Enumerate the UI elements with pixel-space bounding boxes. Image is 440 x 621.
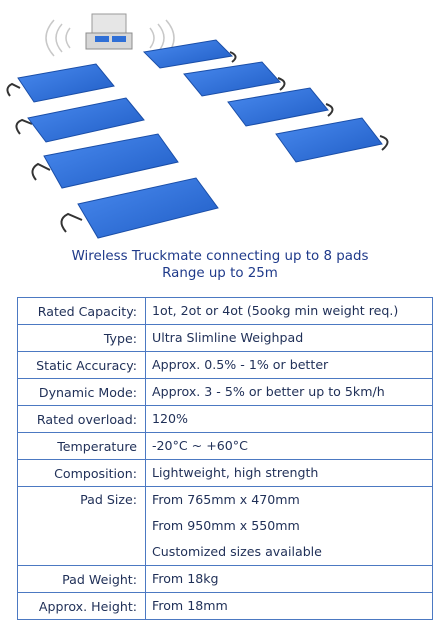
product-illustration: [0, 0, 440, 240]
weighpad-left-2: [16, 98, 144, 142]
spec-value: [146, 566, 433, 593]
spec-value: [146, 406, 433, 433]
weighpad-left-3: [32, 134, 178, 188]
spec-value: [146, 352, 433, 379]
caption-line-1: Wireless Truckmate connecting up to 8 pads: [71, 249, 369, 264]
spec-label: Dynamic Mode:: [18, 379, 146, 406]
spec-row: [18, 593, 433, 620]
spec-value: [146, 460, 433, 487]
spec-row: [18, 325, 433, 352]
spec-value: [146, 325, 433, 352]
spec-value-line: 1ot, 2ot or 4ot (5ookg min weight req.): [152, 303, 399, 318]
spec-value: [146, 433, 433, 460]
spec-value: [146, 487, 433, 566]
weighpad-right-2: [184, 62, 285, 96]
spec-value-line: -20°C ~ +60°C: [152, 438, 248, 453]
weighpad-right-4: [276, 118, 388, 162]
spec-row: [18, 433, 433, 460]
spec-row: [18, 487, 433, 566]
spec-row: [18, 566, 433, 593]
spec-label: Pad Size:: [18, 487, 146, 566]
spec-label: Temperature: [18, 433, 146, 460]
control-case-icon: [86, 14, 132, 49]
caption-line-2: Range up to 25m: [162, 266, 278, 281]
spec-value-line: 120%: [152, 411, 189, 426]
spec-label: Composition:: [18, 460, 146, 487]
spec-label: Approx. Height:: [18, 593, 146, 620]
image-caption: [0, 248, 440, 282]
spec-row: [18, 406, 433, 433]
spec-value-line: Approx. 3 - 5% or better up to 5km/h: [152, 384, 385, 399]
weighpad-right-3: [228, 88, 333, 126]
spec-value-line: From 950mm x 550mm: [152, 518, 300, 533]
spec-value: [146, 593, 433, 620]
weighpad-right-1: [144, 40, 236, 68]
spec-label: Rated Capacity:: [18, 298, 146, 325]
spec-value-line: Customized sizes available: [152, 544, 322, 559]
spec-value: [146, 298, 433, 325]
spec-row: [18, 460, 433, 487]
spec-value-line: Approx. 0.5% - 1% or better: [152, 357, 329, 372]
weighpad-left-4: [61, 178, 218, 238]
spec-row: [18, 352, 433, 379]
weighpad-left-1: [7, 64, 114, 102]
spec-value: [146, 379, 433, 406]
specifications-table: [17, 297, 433, 620]
spec-label: Type:: [18, 325, 146, 352]
spec-value-line: From 18mm: [152, 598, 228, 613]
spec-value-line: From 765mm x 470mm: [152, 492, 300, 507]
spec-label: Rated overload:: [18, 406, 146, 433]
spec-value-line: Lightweight, high strength: [152, 465, 319, 480]
spec-label: Static Accuracy:: [18, 352, 146, 379]
spec-row: [18, 379, 433, 406]
spec-value-line: Ultra Slimline Weighpad: [152, 330, 304, 345]
spec-label: Pad Weight:: [18, 566, 146, 593]
spec-row: [18, 298, 433, 325]
spec-value-line: From 18kg: [152, 571, 219, 586]
